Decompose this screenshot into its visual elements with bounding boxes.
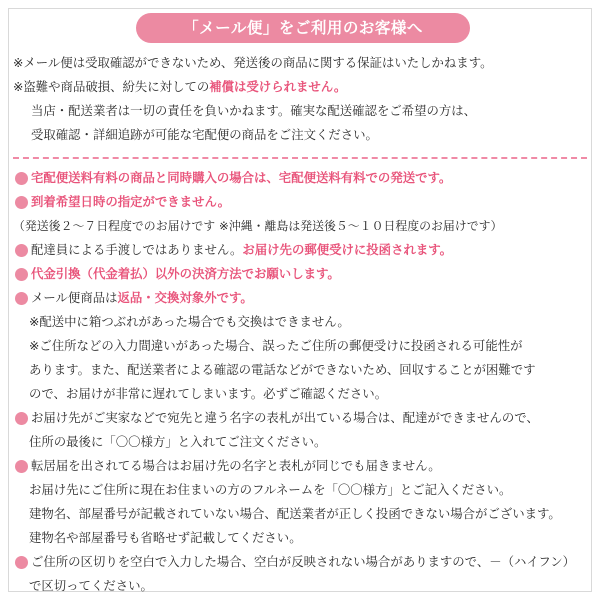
item-emphasis: お届け先の郵便受けに投函されます。 xyxy=(242,242,453,257)
item-subline: 建物名や部屋番号も省略せず記載してください。 xyxy=(29,530,302,545)
bullet-icon xyxy=(15,196,28,209)
list-item xyxy=(9,238,593,262)
item-text: ご住所の区切りを空白で入力した場合、空白が反映されない場合がありますので、－（ハイフン） xyxy=(31,554,576,569)
item-plain: 配達員による手渡しではありません。 xyxy=(31,242,243,257)
item-text: 到着希望日時の指定ができません。 xyxy=(31,194,230,209)
item-subline: （発送後２～７日程度でのお届けです ※沖縄・離島は発送後５～１０日程度のお届けです） xyxy=(13,219,503,233)
list-item xyxy=(9,286,593,406)
top-note-line xyxy=(9,75,593,99)
bullet-icon xyxy=(15,412,28,425)
item-subline: で区切ってください。 xyxy=(29,578,153,593)
item-subline: ので、お届けが非常に遅れてしまいます。必ずご確認ください。 xyxy=(29,386,388,401)
bullet-icon xyxy=(15,244,28,257)
item-subline: ※ご住所などの入力間違いがあった場合、誤ったご住所の郵便受けに投函される可能性が xyxy=(29,338,523,353)
top-note-line: 受取確認・詳細追跡が可能な宅配便の商品をご注文ください。 xyxy=(31,127,378,142)
note-text: ※盗難や商品破損、紛失に対しての xyxy=(13,79,210,94)
item-subline: ※配送中に箱つぶれがあった場合でも交換はできません。 xyxy=(29,314,350,329)
item-text: お届け先がご実家などで宛先と違う名字の表札が出ている場合は、配達ができませんので、 xyxy=(31,410,539,425)
item-subline: お届け先にご住所に現在お住まいの方のフルネームを「〇〇様方」とご記入ください。 xyxy=(29,482,512,497)
bullet-icon xyxy=(15,172,28,185)
list-item xyxy=(9,550,593,598)
bullet-icon xyxy=(15,460,28,473)
list-item xyxy=(9,454,593,550)
item-text: 代金引換（代金着払）以外の決済方法でお願いします。 xyxy=(31,266,340,281)
dashed-divider xyxy=(13,157,587,159)
notice-panel xyxy=(8,8,592,592)
bullet-icon xyxy=(15,556,28,569)
item-text: 宅配便送料有料の商品と同時購入の場合は、宅配便送料有料での発送です。 xyxy=(31,170,452,185)
item-text xyxy=(9,238,593,262)
list-item xyxy=(9,262,593,286)
top-note-line: 当店・配送業者は一切の責任を負いかねます。確実な配送確認をご希望の方は、 xyxy=(31,103,477,118)
item-text xyxy=(9,286,593,310)
item-subline: 建物名、部屋番号が記載されていない場合、配送業者が正しく投函できない場合がございます。 xyxy=(29,506,561,521)
notice-list xyxy=(9,166,593,598)
bullet-icon xyxy=(15,268,28,281)
top-note-line: ※メール便は受取確認ができないため、発送後の商品に関する保証はいたしかねます。 xyxy=(13,55,493,70)
item-emphasis: 返品・交換対象外です。 xyxy=(117,290,253,305)
list-item xyxy=(9,190,593,238)
top-notes xyxy=(9,51,593,147)
list-item xyxy=(9,406,593,454)
page-title: 「メール便」をご利用のお客様へ xyxy=(136,13,470,43)
warning-text: 補償は受けられません。 xyxy=(209,79,347,94)
item-plain: メール便商品は xyxy=(31,290,118,305)
item-text: 転居届を出されてる場合はお届け先の名字と表札が同じでも届きません。 xyxy=(31,458,441,473)
bullet-icon xyxy=(15,292,28,305)
list-item xyxy=(9,166,593,190)
item-subline: あります。また、配送業者による確認の電話などができないため、回収することが困難です xyxy=(29,362,536,377)
item-subline: 住所の最後に「〇〇様方」と入れてご注文ください。 xyxy=(29,434,327,449)
